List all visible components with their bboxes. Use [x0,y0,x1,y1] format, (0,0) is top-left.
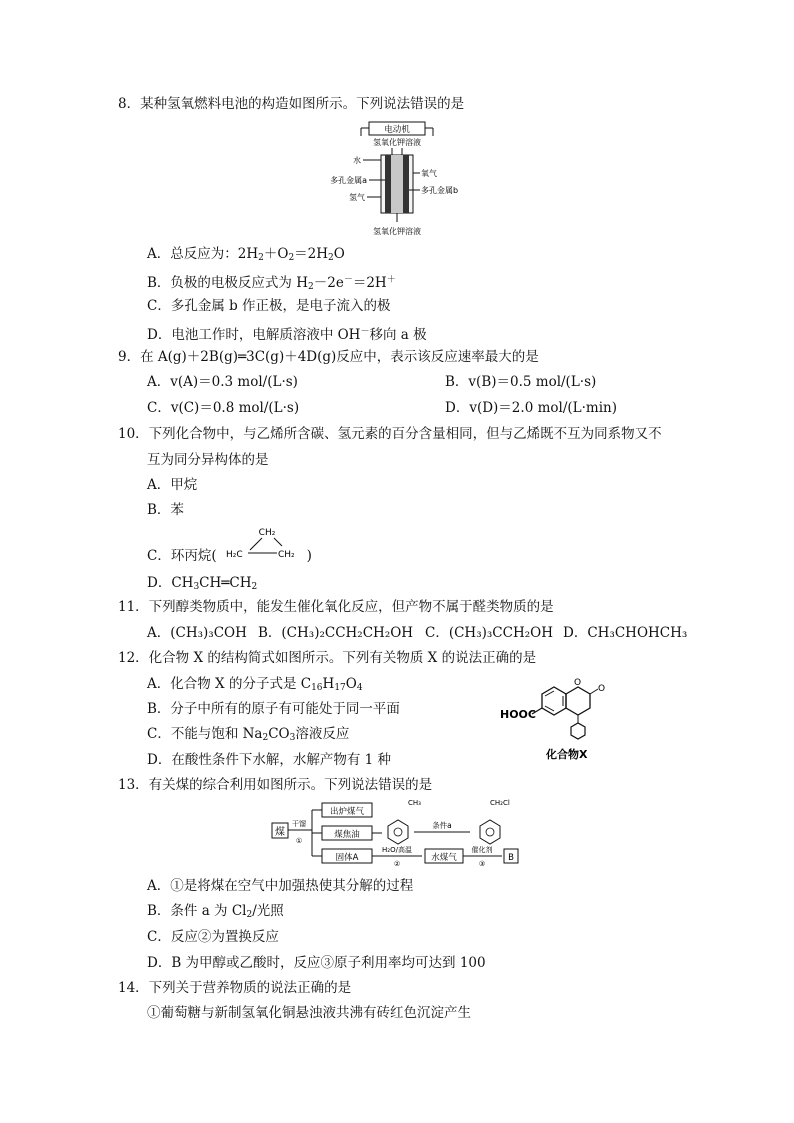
svg-text:②: ② [393,860,401,868]
q11-option-d: D．CH₃CHOHCH₃ [563,625,688,641]
q14-item-1: ①葡萄糖与新制氢氧化铜悬浊液共沸有砖红色沉淀产生 [147,1005,471,1021]
q13-option-d: D．B 为甲醇或乙酸时，反应③原子利用率均可达到 100 [147,955,486,971]
q11-option-c: C．(CH₃)₃CCH₂OH [425,625,553,641]
q8-option-c: C．多孔金属 b 作正极，是电子流入的极 [147,298,391,314]
q11-stem: 11．下列醇类物质中，能发生催化氧化反应，但产物不属于醛类物质的是 [118,599,554,615]
motor-label: 电动机 [384,125,410,135]
svg-text:水煤气: 水煤气 [431,853,457,863]
svg-text:化合物X: 化合物X [546,748,588,761]
q10-option-d: D．$CH_3CH═CH_2$ [147,575,258,592]
koh-bottom-label: 氢氧化钾溶液 [373,227,421,236]
q12-option-a: A．化合物 X 的分子式是 $C_{16}H_{17}O_4$ [147,676,363,693]
svg-text:条件a: 条件a [432,821,452,830]
q12-option-d: D．在酸性条件下水解，水解产物有 1 种 [147,752,391,768]
svg-text:①: ① [295,837,303,845]
svg-text:H₂C: H₂C [226,550,243,560]
q13-stem: 13．有关煤的综合利用如图所示。下列说法错误的是 [118,777,433,793]
oxygen-label: 氧气 [421,169,437,178]
compound-x-structure [498,672,618,764]
svg-text:③: ③ [478,860,486,868]
q14-stem: 14．下列关于营养物质的说法正确的是 [118,980,352,996]
q10-option-a: A．甲烷 [147,477,198,493]
svg-text:CH₂: CH₂ [278,550,295,560]
q13-option-a: A．①是将煤在空气中加强热使其分解的过程 [147,878,414,894]
svg-text:B: B [508,853,514,863]
svg-text:O: O [598,684,606,694]
q10-option-c: C．环丙烷( ) [147,548,312,564]
svg-text:出炉煤气: 出炉煤气 [329,807,365,817]
svg-text:H₂O/高温: H₂O/高温 [382,846,412,854]
q8-stem: 8．某种氢氧燃料电池的构造如图所示。下列说法错误的是 [118,96,465,112]
q9-option-c: C．v(C)＝0.8 mol/(L·s) [147,400,300,416]
fuel-cell-diagram [325,118,475,240]
q10-stem-line2: 互为同分异构体的是 [147,452,269,468]
q8-option-b: B．负极的电极反应式为 $H_2-2e^-=2H^+$ [147,275,396,292]
coal-utilization-diagram [270,796,530,868]
q11-option-b: B．(CH₃)₂CCH₂CH₂OH [258,625,414,641]
svg-text:HOOC: HOOC [500,708,536,721]
svg-text:固体A: 固体A [335,853,359,863]
svg-text:催化剂: 催化剂 [471,846,493,854]
q12-option-b: B．分子中所有的原子有可能处于同一平面 [147,701,400,717]
metal-a-label: 多孔金属a [330,176,367,185]
q9-option-d: D．v(D)＝2.0 mol/(L·min) [445,400,617,416]
q8-option-d: D．电池工作时，电解质溶液中 OH－移向 a 极 [147,327,427,343]
svg-text:CH₂Cl: CH₂Cl [490,799,510,807]
q8-option-a: A．总反应为：$2H_2+O_2=2H_2O$ [147,246,345,263]
q13-option-c: C．反应②为置换反应 [147,929,279,945]
cyclopropane-structure [222,524,312,562]
koh-top-label: 氢氧化钾溶液 [373,138,421,147]
q11-option-a: A．(CH₃)₃COH [147,625,247,641]
q10-stem-line1: 10．下列化合物中，与乙烯所含碳、氢元素的百分含量相同，但与乙烯既不互为同系物又不 [118,426,662,442]
q10-option-b: B．苯 [147,502,184,518]
svg-text:煤焦油: 煤焦油 [334,830,360,840]
svg-text:煤: 煤 [275,827,285,838]
svg-text:CH₃: CH₃ [408,799,421,807]
water-label: 水 [353,156,361,165]
svg-text:O: O [574,678,582,688]
svg-text:干馏: 干馏 [292,820,306,828]
q9-option-a: A．v(A)＝0.3 mol/(L·s) [147,374,298,390]
q9-option-b: B．v(B)＝0.5 mol/(L·s) [445,374,597,390]
q12-stem: 12．化合物 X 的结构简式如图所示。下列有关物质 X 的说法正确的是 [118,650,537,666]
q9-stem: 9．在 A(g)＋2B(g)═3C(g)＋4D(g)反应中，表示该反应速率最大的是 [118,349,539,365]
hydrogen-label: 氢气 [349,193,365,202]
q13-option-b: B．条件 a 为 $Cl_2/$光照 [147,903,284,920]
q12-option-c: C．不能与饱和 $Na_2CO_3$溶液反应 [147,726,350,743]
metal-b-label: 多孔金属b [421,186,459,195]
svg-text:CH₂: CH₂ [258,528,276,538]
